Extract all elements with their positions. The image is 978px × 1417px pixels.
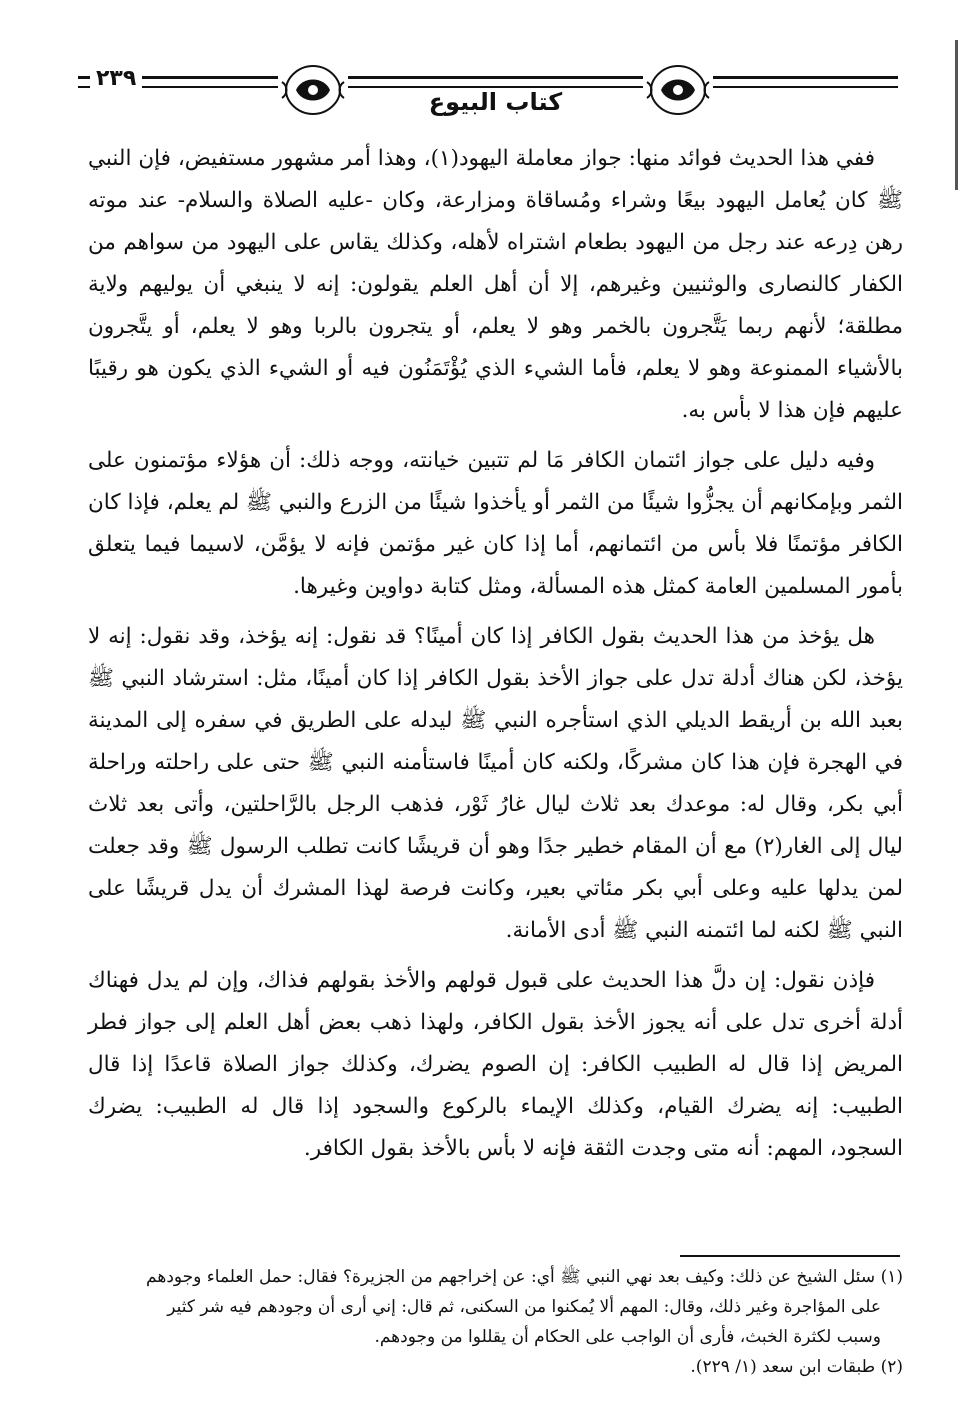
right-ornament-icon xyxy=(643,62,713,118)
page-header xyxy=(78,60,898,130)
header-rule-top xyxy=(78,76,898,79)
paragraph-4: فإذن نقول: إن دلَّ هذا الحديث على قبول قولهم والأخذ بقولهم فذاك، وإن لم يدل فهناك أدلة أخرى تدل على أنه يجوز الأخذ بقول الكافر، ولهذا ذهب بعض أهل العلم إلى جواز فطر المريض إذا قال له الطبيب الكافر: إن الصوم يضرك، وكذلك جواز الصلاة قاعدًا إذا قال الطبيب: إنه يضرك القيام، وكذلك الإيماء بالركوع والسجود إذا قال له الطبيب: يضرك السجود، المهم: أنه متى وجدت الثقة فإنه لا بأس بالأخذ بقول الكافر. xyxy=(88,968,903,1161)
page-body xyxy=(88,138,903,1178)
paragraph-1: ففي هذا الحديث فوائد منها: جواز معاملة اليهود(١)، وهذا أمر مشهور مستفيض، فإن النبي ﷺ كان يُعامل اليهود بيعًا وشراء ومُساقاة ومزارعة، وكان -عليه الصلاة والسلام- عند موته رهن دِرعه عند رجل من اليهود بطعام اشتراه لأهله، وكذلك يقاس على اليهود من سواهم من الكفار كالنصارى والوثنيين وغيرهم، إلا أن أهل العلم يقولون: إنه لا ينبغي أن يوليهم ولاية مطلقة؛ لأنهم ربما يَتَّجرون بالخمر وهو لا يعلم، أو يتجرون بالربا وهو لا يعلم، أو يتَّجرون بالأشياء الممنوعة وهو لا يعلم، فأما الشيء الذي يُؤْتَمَنُون فيه أو الشيء الذي يكون هو رقيبًا عليهم فإن هذا لا بأس به. xyxy=(88,146,903,423)
chapter-title: كتاب البيوع xyxy=(428,88,563,116)
paragraph-2: وفيه دليل على جواز ائتمان الكافر مَا لم تتبين خيانته، ووجه ذلك: أن هؤلاء مؤتمنون على الثمر وبإمكانهم أن يجزُّوا شيئًا من الثمر أو يأخذوا شيئًا من الزرع والنبي ﷺ لم يعلم، فإذا كان الكافر مؤتمنًا فلا بأس من ائتمانهم، أما إذا كان غير مؤتمن فإنه لا يؤمَّن، لاسيما فيما يتعلق بأمور المسلمين العامة كمثل هذه المسألة، ومثل كتابة دواوين وغيرها. xyxy=(88,448,903,599)
left-ornament-icon xyxy=(278,62,348,118)
paragraph-3: هل يؤخذ من هذا الحديث بقول الكافر إذا كان أمينًا؟ قد نقول: إنه يؤخذ، وقد نقول: إنه لا يؤخذ، لكن هناك أدلة تدل على جواز الأخذ بقول الكافر إذا كان أمينًا، مثل: استرشاد النبي ﷺ بعبد الله بن أريقط الديلي الذي استأجره النبي ﷺ ليدله على الطريق في سفره إلى المدينة في الهجرة فإن هذا كان مشركًا، ولكنه كان أمينًا فاستأمنه النبي ﷺ حتى على راحلته وراحلة أبي بكر، وقال له: موعدك بعد ثلاث ليال غارُ ثَوْر، فذهب الرجل بالرَّاحلتين، وأتى بعد ثلاث ليال إلى الغار(٢) مع أن المقام خطير جدًا وهو أن قريشًا كانت تطلب الرسول ﷺ وقد جعلت لمن يدلها عليه وعلى أبي بكر مئاتي بعير، وكانت فرصة لهذا المشرك أن يدل قريشًا على النبي ﷺ لكنه لما ائتمنه النبي ﷺ أدى الأمانة. xyxy=(88,624,903,943)
footnote-1-line-2: على المؤاجرة وغير ذلك، وقال: المهم ألا يُمكنوا من السكنى، ثم قال: إني أرى أن وجودهم فيه شر كثير xyxy=(167,1297,881,1317)
footnotes xyxy=(88,1262,903,1382)
footnote-1-line-3: وسبب لكثرة الخبث، فأرى أن الواجب على الحكام أن يقللوا من وجودهم. xyxy=(374,1327,881,1347)
page-number: ٢٣٩ xyxy=(90,66,142,91)
footnote-2: (٢) طبقات ابن سعد (١/ ٢٢٩). xyxy=(690,1357,903,1377)
page-edge-line xyxy=(955,40,958,190)
footnote-1-line-1: (١) سئل الشيخ عن ذلك: وكيف بعد نهي النبي ﷺ أي: عن إخراجهم من الجزيرة؟ فقال: حمل العلماء وجودهم xyxy=(146,1267,903,1287)
footnote-divider xyxy=(680,1255,900,1257)
